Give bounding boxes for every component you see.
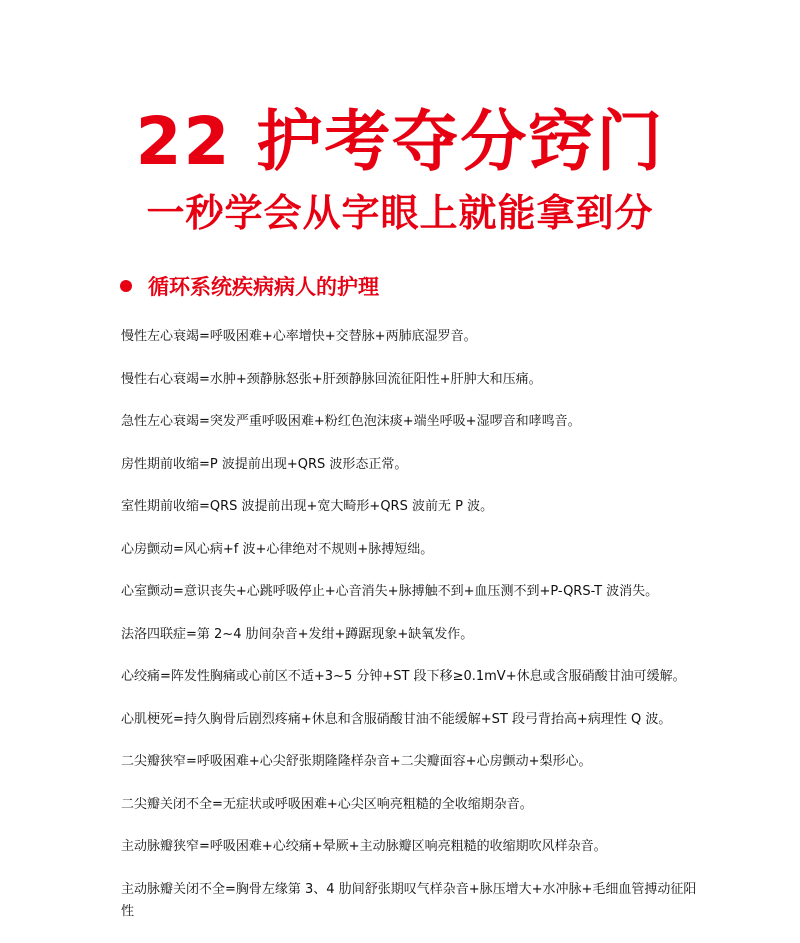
list-item: 房性期前收缩=P 波提前出现+QRS 波形态正常。: [121, 456, 408, 472]
list-item: 慢性左心衰竭=呼吸困难+心率增快+交替脉+两肺底湿罗音。: [121, 329, 477, 344]
list-item: 心房颤动=风心病+f 波+心律绝对不规则+脉搏短绌。: [121, 541, 434, 557]
list-item: 慢性右心衰竭=水肿+颈静脉怒张+肝颈静脉回流征阳性+肝肿大和压痛。: [121, 371, 542, 387]
bullet-icon: [120, 280, 132, 292]
list-item: 二尖瓣关闭不全=无症状或呼吸困难+心尖区响亮粗糙的全收缩期杂音。: [121, 796, 533, 812]
list-item: 急性左心衰竭=突发严重呼吸困难+粉红色泡沫痰+端坐呼吸+湿啰音和哮鸣音。: [121, 414, 581, 429]
list-item: 主动脉瓣关闭不全=胸骨左缘第 3、4 肋间舒张期叹气样杂音+脉压增大+水冲脉+毛细血管搏动征阳性: [121, 881, 697, 919]
list-item: 心肌梗死=持久胸骨后剧烈疼痛+休息和含服硝酸甘油不能缓解+ST 段弓背抬高+病理性 Q 波。: [121, 711, 672, 727]
section-heading: [120, 270, 379, 302]
list-item: 法洛四联症=第 2~4 肋间杂音+发绀+蹲踞现象+缺氧发作。: [121, 626, 474, 642]
page-subtitle: 一秒学会从字眼上就能拿到分: [146, 191, 654, 235]
section-heading-text: 循环系统疾病病人的护理: [148, 275, 379, 299]
item-list: [121, 326, 701, 943]
list-item: 心绞痛=阵发性胸痛或心前区不适+3~5 分钟+ST 段下移≥0.1mV+休息或含服硝酸甘油可缓解。: [121, 669, 686, 684]
page-title: 22 护考夺分窍门: [135, 103, 665, 180]
list-item: 心室颤动=意识丧失+心跳呼吸停止+心音消失+脉搏触不到+血压测不到+P-QRS-T 波消失。: [121, 584, 659, 599]
list-item: 二尖瓣狭窄=呼吸困难+心尖舒张期隆隆样杂音+二尖瓣面容+心房颤动+梨形心。: [121, 754, 592, 769]
list-item: 主动脉瓣狭窄=呼吸困难+心绞痛+晕厥+主动脉瓣区响亮粗糙的收缩期吹风样杂音。: [121, 839, 607, 854]
list-item: 室性期前收缩=QRS 波提前出现+宽大畸形+QRS 波前无 P 波。: [121, 499, 494, 514]
